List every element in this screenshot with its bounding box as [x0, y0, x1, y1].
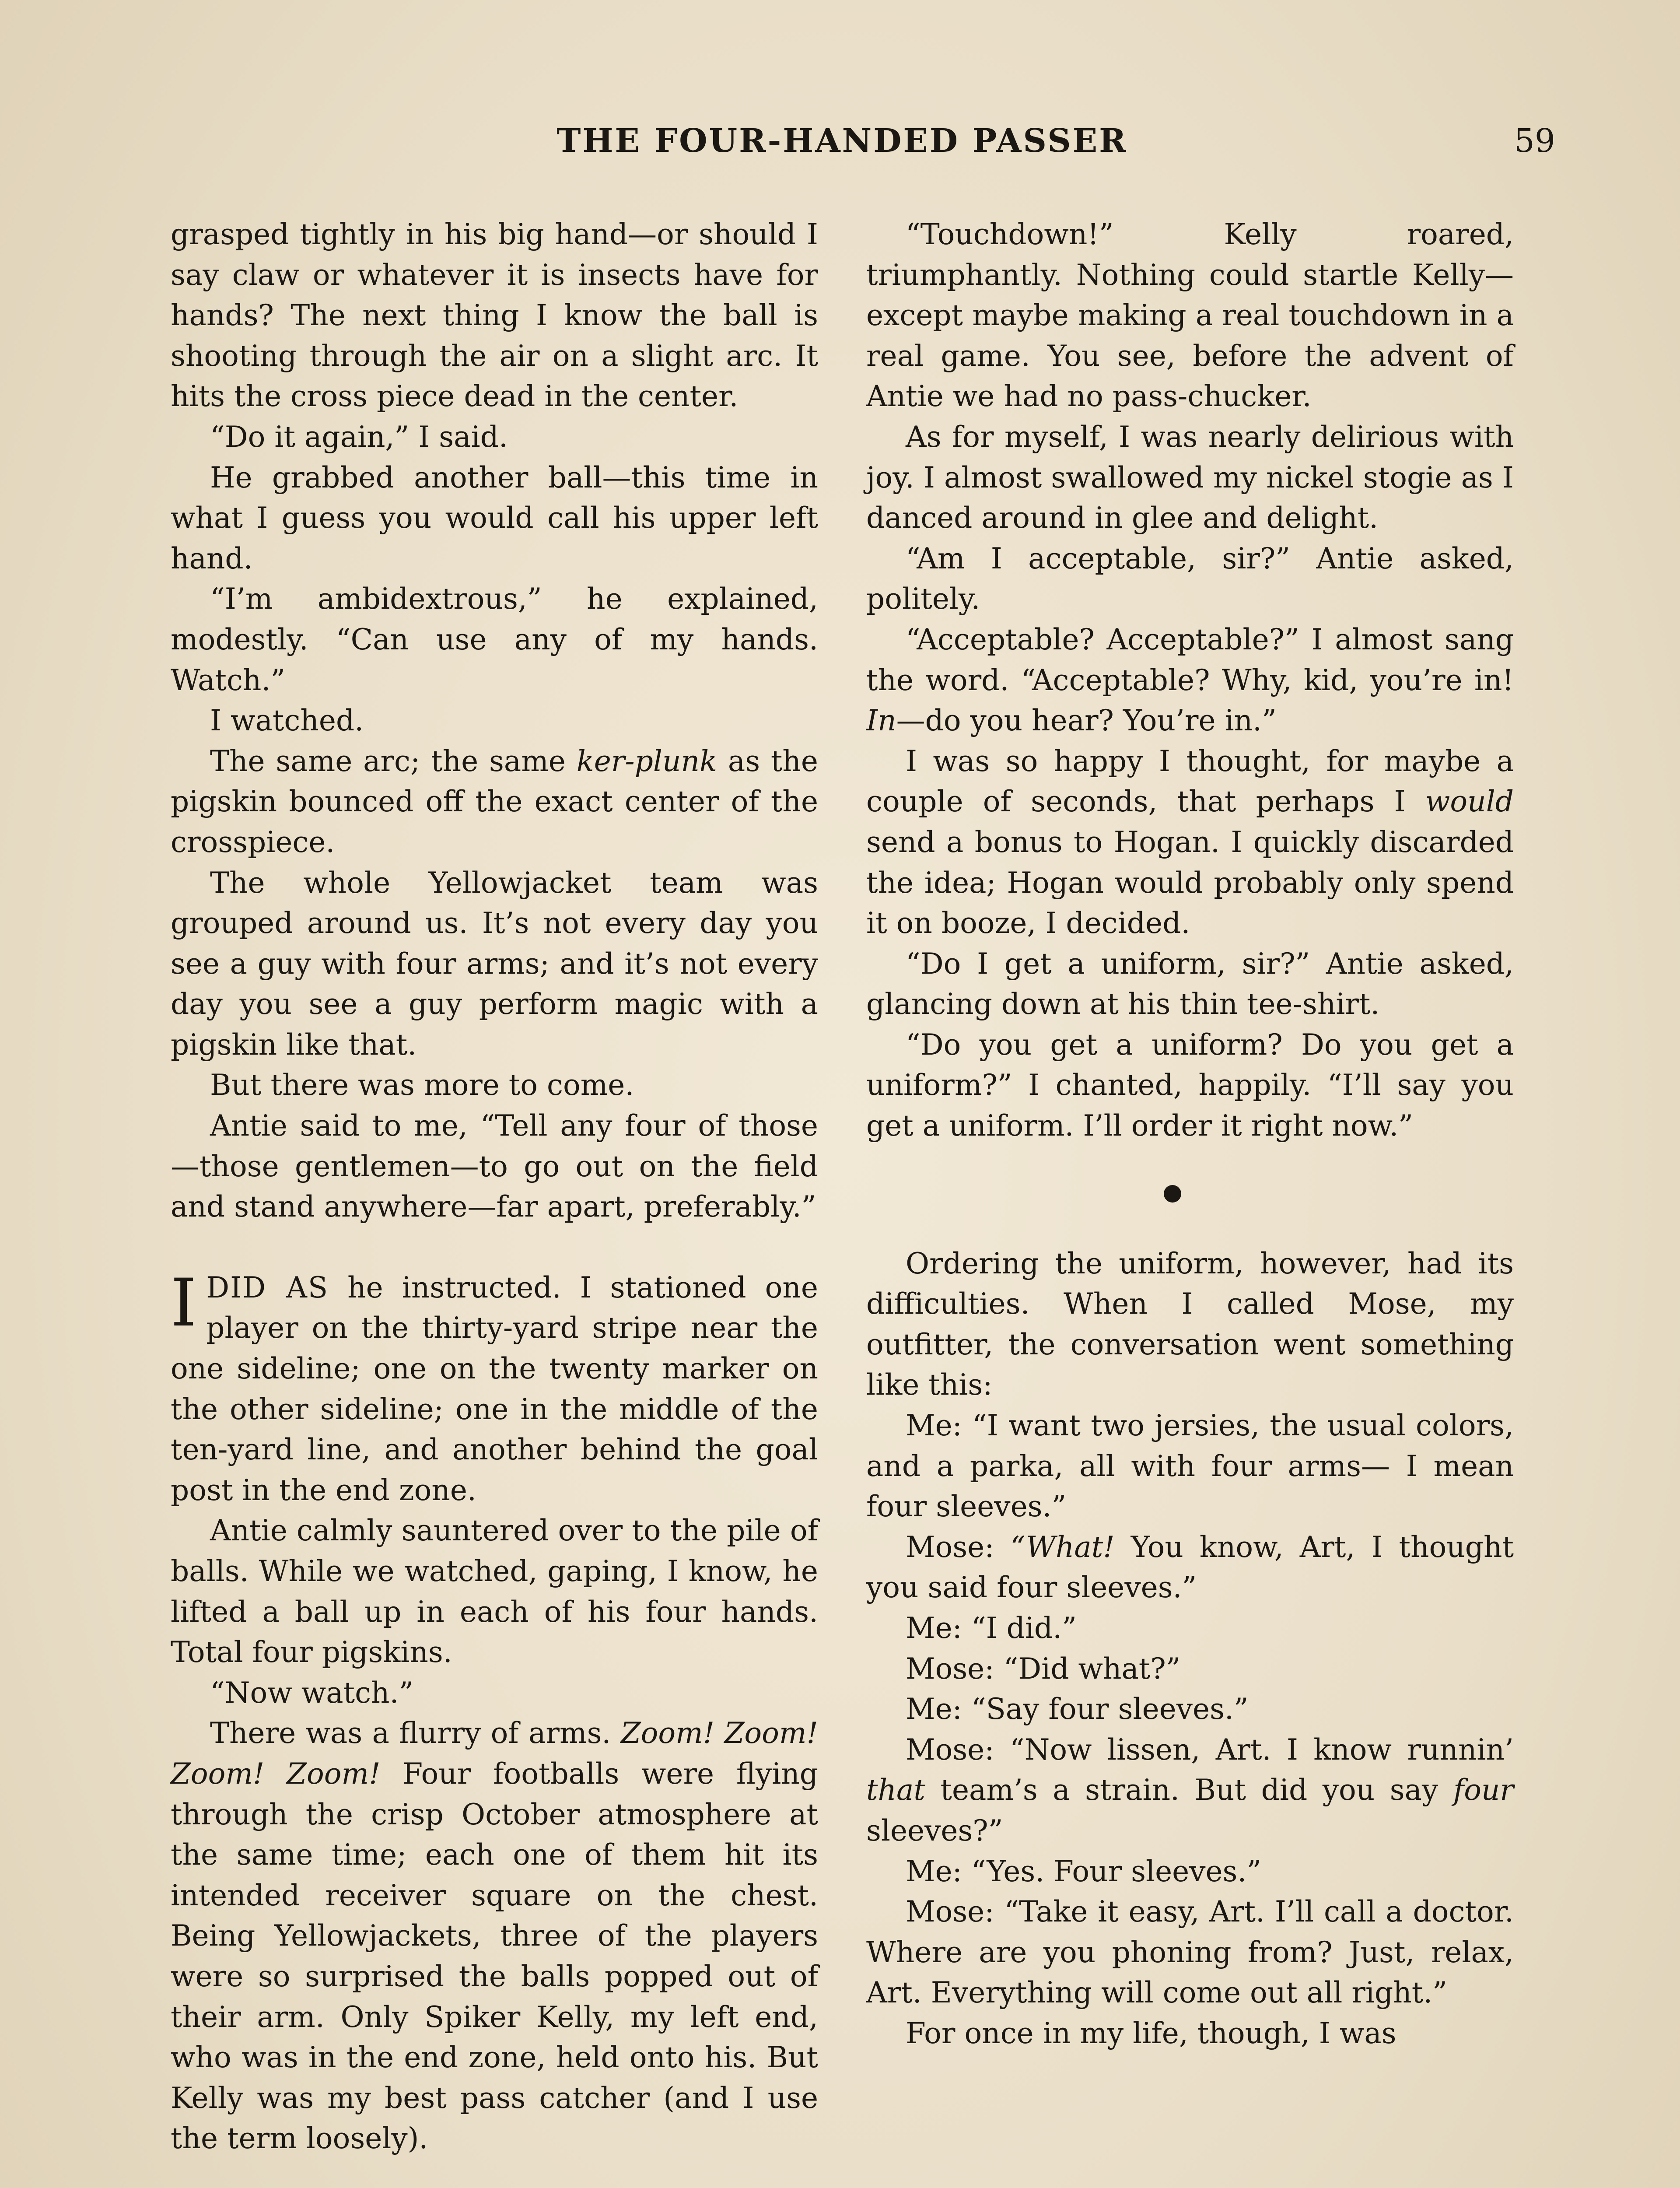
text-run: You know, Art, I thought you said four sleeves.”	[866, 1530, 1514, 1605]
paragraph	[171, 1713, 818, 2159]
paragraph	[171, 741, 818, 863]
paragraph: “Do it again,” I said.	[210, 420, 508, 454]
italic-text: In	[866, 704, 896, 738]
paragraph: grasped tightly in his big hand—or should I say claw or whatever it is insects have for hands? The next thing I know the ball is shooting through the air on a slight arc. It hits the cross piece dead in the center.	[171, 217, 818, 414]
paragraph: But there was more to come.	[210, 1068, 634, 1102]
paragraph: “Now watch.”	[210, 1676, 414, 1710]
text-run: “Acceptable? Acceptable?” I almost sang the word. “Acceptable? Why, kid, you’re in!	[866, 622, 1514, 697]
text-run: I was so happy I thought, for maybe a couple of seconds, that perhaps I	[866, 744, 1514, 819]
paragraph: “Touchdown!” Kelly roared, triumphantly. Nothing could startle Kelly—except maybe making a real touchdown in a real game. You see, before the advent of Antie we had no pass-chucker.	[866, 217, 1514, 414]
bullet-ornament-icon	[1164, 1185, 1181, 1203]
paragraph: Antie said to me, “Tell any four of those—those gentlemen—to go out on the field and stand anywhere—far apart, preferably.”	[171, 1109, 818, 1224]
paragraph: For once in my life, though, I was	[906, 2016, 1396, 2050]
paragraph: Me: “Yes. Four sleeves.”	[906, 1854, 1262, 1888]
running-title: THE FOUR-HANDED PASSER	[556, 122, 1128, 160]
paragraph: “Do I get a uniform, sir?” Antie asked, glancing down at his thin tee-shirt.	[866, 947, 1514, 1021]
paragraph: I watched.	[210, 704, 364, 738]
lead-in-text: DID AS	[206, 1270, 329, 1304]
paragraph: Me: “I did.”	[906, 1611, 1077, 1645]
paragraph: Ordering the uniform, however, had its difficulties. When I called Mose, my outfitter, the conversation went something like this:	[866, 1246, 1514, 1402]
text-run: as the pigskin bounced off the exact center of the crosspiece.	[171, 744, 818, 859]
section-break	[866, 1147, 1514, 1244]
paragraph	[866, 620, 1514, 741]
paragraph: Me: “Say four sleeves.”	[906, 1692, 1249, 1726]
paragraph: The whole Yellowjacket team was grouped around us. It’s not every day you see a guy with four arms; and it’s not every day you see a guy perform magic with a pigskin like that.	[171, 866, 818, 1062]
paragraph: Antie calmly sauntered over to the pile of balls. While we watched, gaping, I know, he lifted a ball up in each of his four hands. Total four pigskins.	[171, 1514, 818, 1669]
right-column	[866, 214, 1514, 2054]
paragraph: Me: “I want two jersies, the usual colors, and a parka, all with four arms— I mean four sleeves.”	[866, 1409, 1514, 1524]
text-run: The same arc; the same	[210, 744, 577, 778]
italic-text: would	[1425, 785, 1514, 819]
paragraph: “Do you get a uniform? Do you get a uniform?” I chanted, happily. “I’ll say you get a uniform. I’ll order it right now.”	[866, 1027, 1514, 1143]
page-number: 59	[1514, 122, 1555, 160]
italic-text: Zoom! Zoom! Zoom! Zoom!	[171, 1716, 818, 1791]
text-run: sleeves?”	[866, 1813, 1003, 1848]
text-run: —do you hear? You’re in.”	[896, 704, 1277, 738]
italic-text: ker-plunk	[576, 744, 717, 778]
paragraph: Mose: “Did what?”	[906, 1652, 1181, 1686]
text-run: he instructed. I stationed one player on the thirty-yard stripe near the one sideline; one on the twenty marker on the other sideline; one in the middle of the ten-yard line, and another behind the goal post in the end zone.	[171, 1270, 818, 1507]
italic-text: four	[1453, 1773, 1514, 1807]
text-run: Mose: “Now lissen, Art. I know runnin’	[906, 1732, 1514, 1767]
text-run: send a bonus to Hogan. I quickly discarded the idea; Hogan would probably only spend it on booze, I decided.	[866, 825, 1514, 940]
paragraph	[866, 741, 1514, 944]
left-column	[171, 214, 818, 2159]
section-break	[171, 1227, 818, 1268]
drop-cap: I	[171, 1265, 197, 1341]
italic-text: that	[866, 1773, 925, 1807]
paragraph: He grabbed another ball—this time in what I guess you would call his upper left hand.	[171, 460, 818, 575]
dropcap-paragraph	[171, 1265, 818, 1511]
italic-text: “What!	[1010, 1530, 1115, 1564]
paragraph: “I’m ambidextrous,” he explained, modestly. “Can use any of my hands. Watch.”	[171, 582, 818, 697]
paragraph	[866, 1527, 1514, 1608]
text-run: Four footballs were flying through the crisp October atmosphere at the same time; each one of them hit its intended receiver square on the chest. Being Yellowjackets, three of the players were so surprised the balls popped out of their arm. Only Spiker Kelly, my left end, who was in the end zone, held onto his. But Kelly was my best pass catcher (and I use the term loosely).	[171, 1757, 818, 2156]
paragraph	[866, 1730, 1514, 1851]
paragraph: “Am I acceptable, sir?” Antie asked, politely.	[866, 541, 1514, 616]
paragraph: As for myself, I was nearly delirious with joy. I almost swallowed my nickel stogie as I danced around in glee and delight.	[866, 420, 1514, 535]
text-run: Mose:	[906, 1530, 1011, 1564]
paragraph: Mose: “Take it easy, Art. I’ll call a doctor. Where are you phoning from? Just, relax, Art. Everything will come out all right.”	[866, 1895, 1514, 2010]
text-run: team’s a strain. But did you say	[925, 1773, 1453, 1807]
text-run: There was a flurry of arms.	[210, 1716, 621, 1750]
